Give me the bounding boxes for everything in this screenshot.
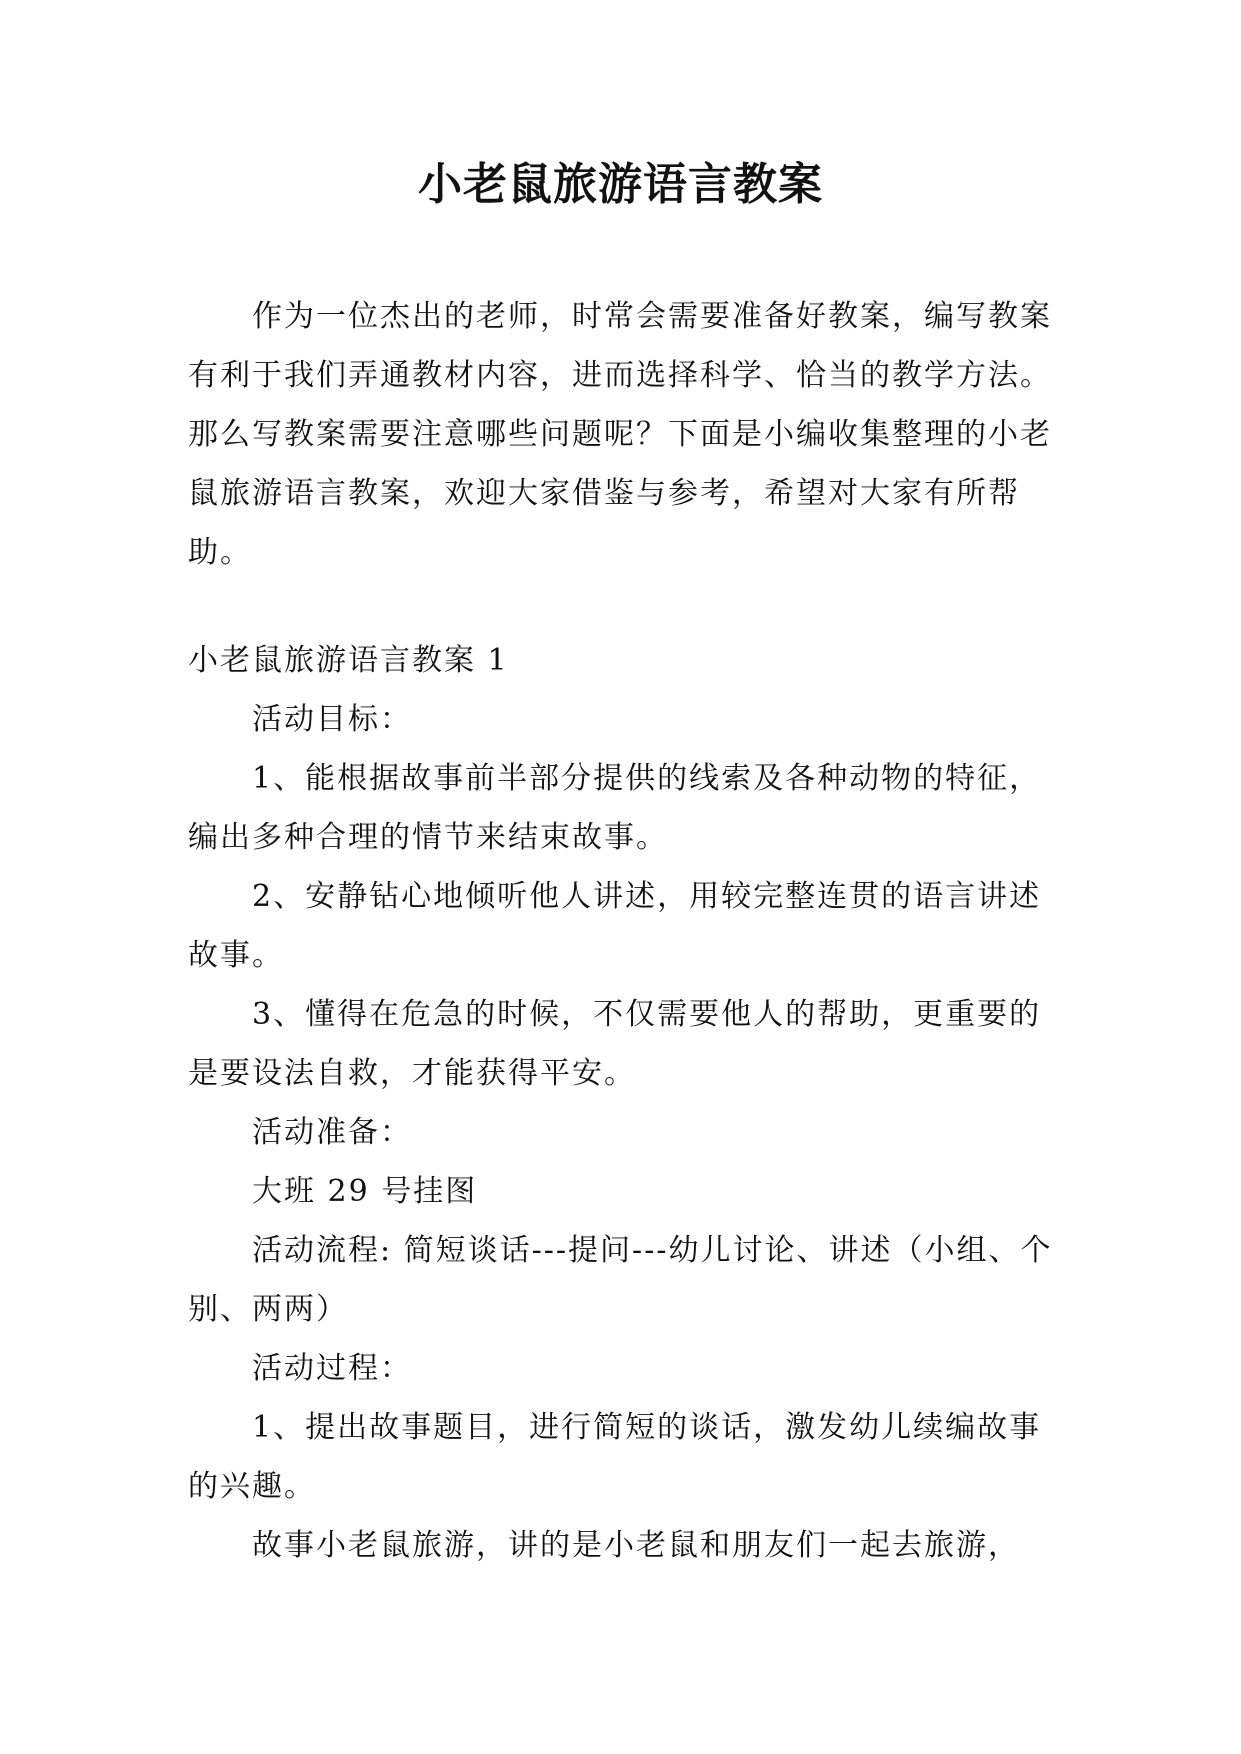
document-title: 小老鼠旅游语言教案 [418, 159, 823, 210]
preparation-item: 大班 29 号挂图 [252, 1174, 478, 1209]
goal-item-3: 3、懂得在危急的时候，不仅需要他人的帮助，更重要的是要设法自救，才能获得平安。 [188, 997, 1042, 1091]
goal-item-2: 2、安静钻心地倾听他人讲述，用较完整连贯的语言讲述故事。 [188, 879, 1042, 973]
story-paragraph: 故事小老鼠旅游，讲的是小老鼠和朋友们一起去旅游， [252, 1528, 1020, 1563]
goal-item-1: 1、能根据故事前半部分提供的线索及各种动物的特征，编出多种合理的情节来结束故事。 [188, 761, 1042, 855]
activity-flow: 活动流程: 简短谈话---提问---幼儿讨论、讲述（小组、个别、两两） [188, 1233, 1053, 1327]
process-label: 活动过程： [252, 1351, 412, 1386]
process-item-1: 1、提出故事题目，进行简短的谈话，激发幼儿续编故事的兴趣。 [188, 1410, 1042, 1504]
preparation-label: 活动准备： [252, 1115, 412, 1150]
activity-goal-label: 活动目标： [252, 702, 412, 737]
intro-paragraph: 作为一位杰出的老师，时常会需要准备好教案，编写教案有利于我们弄通教材内容，进而选择科学、恰当的教学方法。那么写教案需要注意哪些问题呢？下面是小编收集整理的小老鼠旅游语言教案，欢迎大家借鉴与参考，希望对大家有所帮助。 [188, 299, 1052, 570]
lesson-plan-content [188, 631, 1056, 1575]
section-heading: 小老鼠旅游语言教案 1 [188, 643, 509, 678]
